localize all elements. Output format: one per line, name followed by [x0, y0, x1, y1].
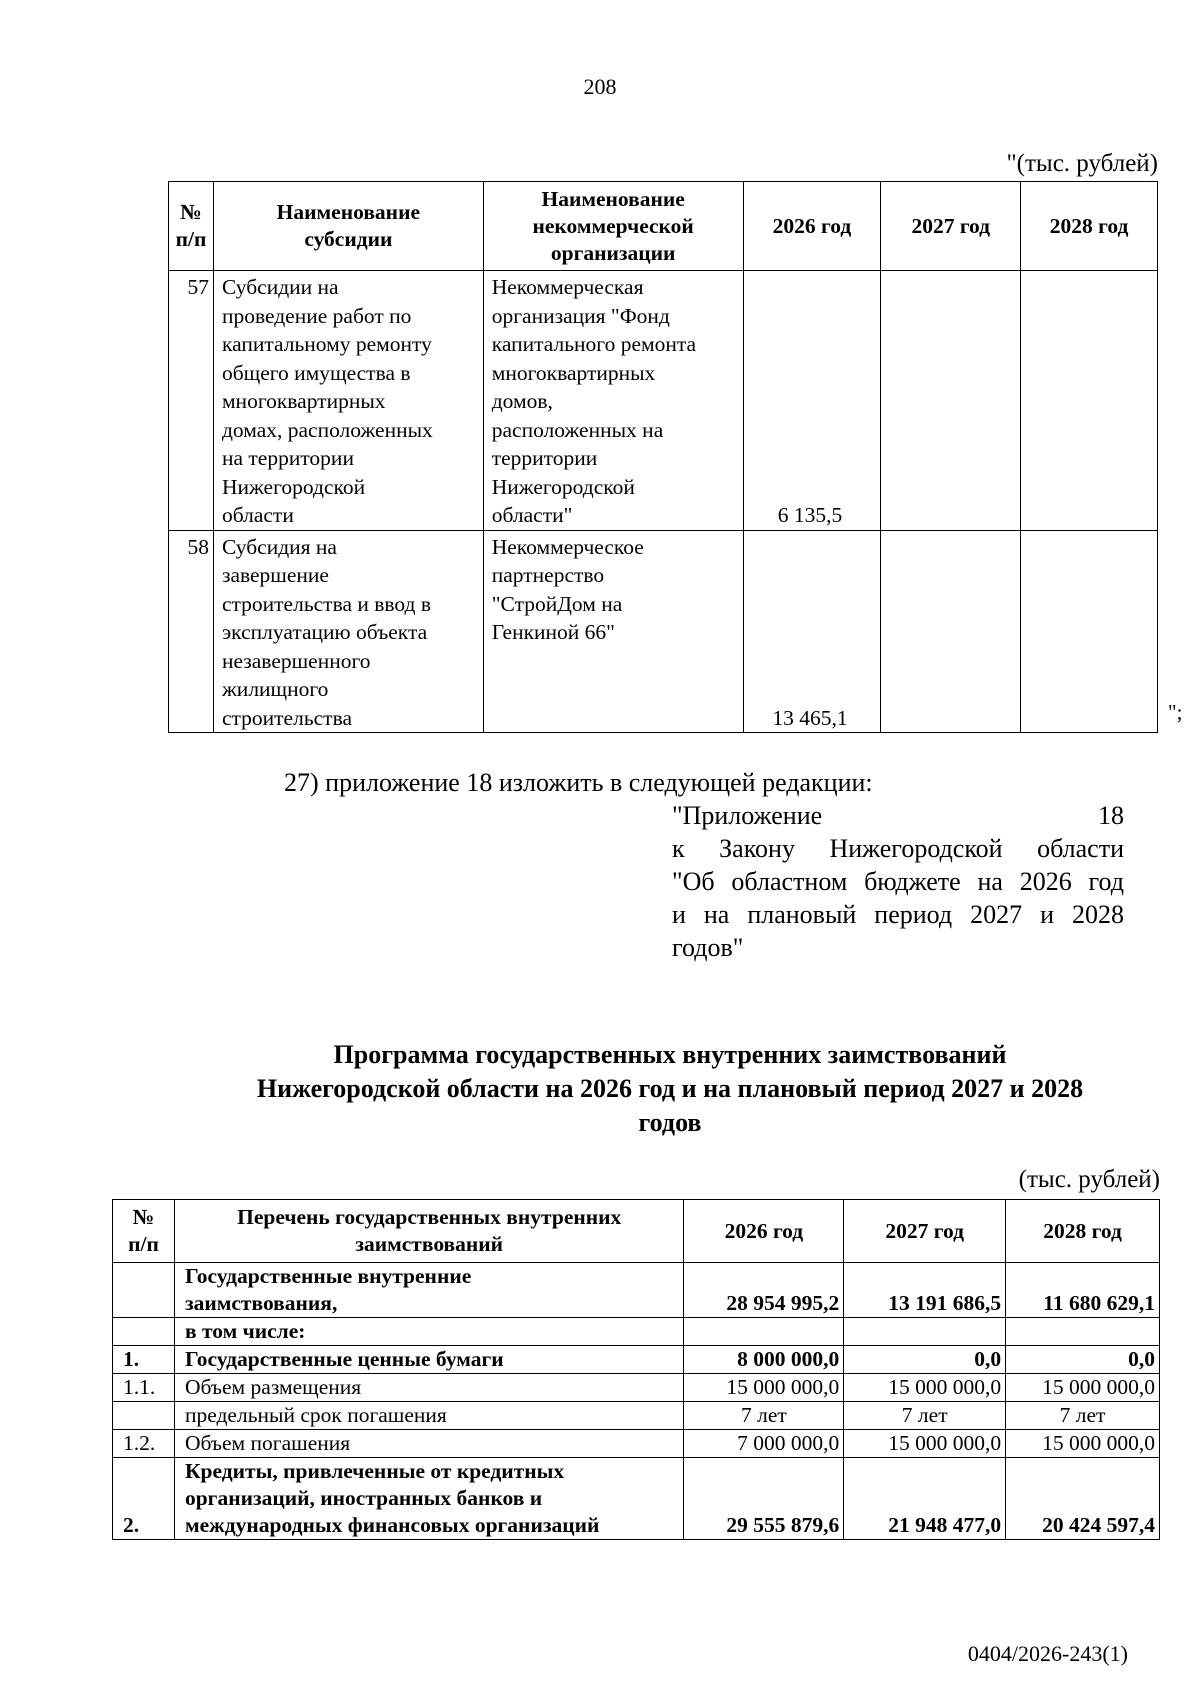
value-2027: [881, 530, 1021, 733]
value-2026: 6 135,5: [743, 271, 881, 531]
appendix-line: "Об областном бюджете на 2026 год: [672, 867, 1124, 896]
document-code: 0404/2026-243(1): [967, 1641, 1128, 1666]
value-2026: 7 лет: [684, 1402, 844, 1430]
table-row: [113, 1402, 1160, 1430]
subsidy-name: Субсидия на завершение строительства и ввод в эксплуатацию объекта незавершенного жилищного строительства: [213, 530, 483, 733]
table-row: [169, 530, 1158, 733]
subsidies-table: [168, 181, 1158, 733]
header-num: № п/п: [169, 182, 214, 271]
page-number: 208: [583, 74, 617, 99]
value-2028: [1006, 1318, 1160, 1346]
table-row: [113, 1318, 1160, 1346]
heading-line: Программа государственных внутренних заимствований: [333, 1040, 1007, 1069]
table-row: [113, 1430, 1160, 1458]
borrowing-name: Объем размещения: [174, 1374, 683, 1402]
row-number: 58: [169, 530, 214, 733]
table-row: [113, 1374, 1160, 1402]
row-number: [113, 1263, 175, 1318]
row-number: 57: [169, 271, 214, 531]
appendix-line: годов": [672, 933, 744, 962]
value-2027: 15 000 000,0: [844, 1430, 1006, 1458]
borrowing-name: Государственные внутренние заимствования,: [174, 1263, 683, 1318]
heading-line: годов: [638, 1108, 702, 1137]
value-2027: [844, 1318, 1006, 1346]
appendix-line: и на плановый период 2027 и 2028: [672, 900, 1124, 929]
header-2026: 2026 год: [684, 1200, 844, 1263]
value-2028: 7 лет: [1006, 1402, 1160, 1430]
value-2028: 11 680 629,1: [1006, 1263, 1160, 1318]
borrowing-name: Государственные ценные бумаги: [174, 1346, 683, 1374]
row-number: 2.: [113, 1458, 175, 1540]
value-2028: 15 000 000,0: [1006, 1374, 1160, 1402]
table1-units-label: "(тыс. рублей): [1006, 150, 1158, 177]
value-2027: 7 лет: [844, 1402, 1006, 1430]
value-2028: [1021, 530, 1158, 733]
item-27-text: 27) приложение 18 изложить в следующей редакции:: [284, 768, 873, 797]
value-2028: [1021, 271, 1158, 531]
row-number: 1.2.: [113, 1430, 175, 1458]
value-2026: 29 555 879,6: [684, 1458, 844, 1540]
row-number: 1.1.: [113, 1374, 175, 1402]
borrowing-name: предельный срок погашения: [174, 1402, 683, 1430]
table-row: [169, 271, 1158, 531]
table-row: [113, 1346, 1160, 1374]
row-number: [113, 1402, 175, 1430]
appendix-line: "Приложение 18: [672, 801, 1124, 830]
borrowing-name: в том числе:: [174, 1318, 683, 1346]
closing-quote-mark: ";: [1168, 700, 1183, 724]
value-2026: [684, 1318, 844, 1346]
row-number: 1.: [113, 1346, 175, 1374]
header-2028: 2028 год: [1006, 1200, 1160, 1263]
table-row: [113, 1458, 1160, 1540]
header-2026: 2026 год: [743, 182, 881, 271]
header-org-name: Наименование некоммерческой организации: [483, 182, 743, 271]
value-2026: 28 954 995,2: [684, 1263, 844, 1318]
value-2028: 15 000 000,0: [1006, 1430, 1160, 1458]
header-2027: 2027 год: [844, 1200, 1006, 1263]
appendix-reference: [672, 799, 1124, 964]
header-2028: 2028 год: [1021, 182, 1158, 271]
value-2026: 8 000 000,0: [684, 1346, 844, 1374]
heading-line: Нижегородской области на 2026 год и на плановый период 2027 и 2028: [256, 1074, 1084, 1103]
organization-name: Некоммерческая организация "Фонд капитального ремонта многоквартирных домов, расположенных на территории Нижегородской области": [483, 271, 743, 531]
borrowing-name: Кредиты, привлеченные от кредитных организаций, иностранных банков и международных финансовых организаций: [174, 1458, 683, 1540]
header-2027: 2027 год: [881, 182, 1021, 271]
value-2027: 13 191 686,5: [844, 1263, 1006, 1318]
value-2028: 0,0: [1006, 1346, 1160, 1374]
table-row: [113, 1263, 1160, 1318]
borrowing-name: Объем погашения: [174, 1430, 683, 1458]
table2-units-label: (тыс. рублей): [1018, 1166, 1160, 1193]
value-2027: 15 000 000,0: [844, 1374, 1006, 1402]
subsidy-name: Субсидии на проведение работ по капитальному ремонту общего имущества в многоквартирных домах, расположенных на территории Нижегородской области: [213, 271, 483, 531]
value-2027: 21 948 477,0: [844, 1458, 1006, 1540]
value-2026: 13 465,1: [743, 530, 881, 733]
value-2026: 15 000 000,0: [684, 1374, 844, 1402]
appendix-line: к Закону Нижегородской области: [672, 834, 1124, 863]
header-subsidy-name: Наименование субсидии: [213, 182, 483, 271]
header-borrowing-list: Перечень государственных внутренних заимствований: [174, 1200, 683, 1263]
value-2027: [881, 271, 1021, 531]
borrowings-table: [112, 1199, 1160, 1540]
value-2026: 7 000 000,0: [684, 1430, 844, 1458]
value-2027: 0,0: [844, 1346, 1006, 1374]
organization-name: Некоммерческое партнерство "СтройДом на Генкиной 66": [483, 530, 743, 733]
document-heading: [210, 1038, 1130, 1140]
row-number: [113, 1318, 175, 1346]
value-2028: 20 424 597,4: [1006, 1458, 1160, 1540]
header-num: № п/п: [113, 1200, 175, 1263]
